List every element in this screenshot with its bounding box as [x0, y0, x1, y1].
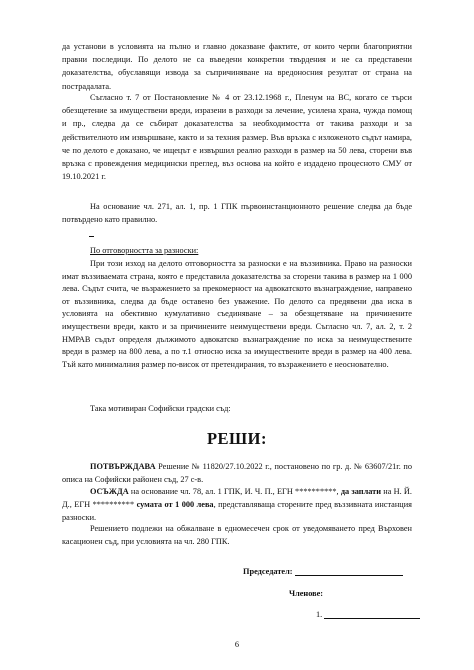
paragraph-confirmation-basis	[62, 200, 412, 226]
paragraph-damages	[62, 91, 412, 183]
signature-chair: Председател:	[243, 567, 403, 576]
paragraph-text: Съгласно т. 7 от Постановление № 4 от 23.12.1968 г., Пленум на ВС, когато се търси обезщетение за имуществени вреди, изразени в разходи за лечение, усилена храна, чужда помощ и пр., следва да се събират доказателства за необходимостта от такива разходи и за действителното им извършване, както и за техния размер. Във връзка с изложеното съдът намира, че по делото е доказано, че ищецът е извършил реално разходи в размер на 50 лева, сторени във връзка с провеждения медицински преглед, въз основа на който е издадено процесното СМУ от 19.10.2021 г.	[62, 93, 412, 182]
paragraph-text: Решението подлежи на обжалване в едномесечен срок от уведомяването пред Върховен касационен съд, при условията на чл. 280 ГПК.	[62, 524, 412, 547]
paragraph-text: При този изход на делото отговорността за разноски е на въззивника. Право на разноски имат въззиваемата страна, която е представила доказателства за сторени такива в размер на 1 000 лева. Съдът счита, че възражението за прекомерност на адвокатското възнаграждение, направено от въззивника, следва да бъде оставено без уважение. По делото са предявени два иска в условията на обективно кумулативно съединяване – за обезщетяване на причинените имуществени вреди, както и за причинените неимуществени вреди. Съгласно чл. 7, ал. 2, т. 2 НМРАВ съдът определя дължимото адвокатско възнаграждение по иска за неимуществените вреди в размер на 800 лева, а по т.1 относно иска за имуществените вреди в размер на 400 лева. Тъй като минималния размер по-висок от претендирания, то възражението е неоснователно.	[62, 259, 412, 369]
paragraph-text: На основание чл. 271, ал. 1, пр. 1 ГПК първоинстанционното решение следва да бъде потвърдено като правилно.	[62, 202, 412, 225]
paragraph-text: Така мотивиран Софийски градски съд:	[90, 404, 231, 413]
paragraph-costs	[62, 258, 412, 371]
paragraph-burden-of-proof	[62, 40, 412, 93]
decision-heading: РЕШИ:	[206, 429, 268, 448]
paragraph-appeal	[62, 522, 412, 548]
paragraph-confirms: ПОТВЪРЖДАВА Решение № 11820/27.10.2022 г., постановено по гр. д. № 63607/21г. по описа на Софийски районен съд, 27 с-в.	[62, 462, 412, 485]
paragraph-motivation	[62, 402, 412, 415]
signature-member-1: 1.	[316, 610, 420, 619]
signature-line	[324, 610, 420, 619]
paragraph-text: да установи в условията на пълно и главно доказване фактите, от които черпи благоприятни правни последици. По делото не са въведени конкретни твърдения и не са представени доказателства, обуславящи извода за съпричиняване на вредоносния резултат от страна на пострадалата.	[62, 42, 412, 91]
paragraph-orders: ОСЪЖДА на основание чл. 78, ал. 1 ГПК, И. Ч. П., ЕГН **********, да заплати на Н. Й. Д., ЕГН ********** сумата от 1 000 лева, представляваща сторените пред въззивната инстанция разноски.	[62, 487, 412, 523]
signature-line	[295, 567, 403, 576]
signature-members: Членове:	[289, 589, 324, 598]
section-heading-costs: По отговорността за разноски:	[90, 246, 199, 255]
separator-mark	[89, 236, 94, 237]
page-number: 6	[234, 640, 240, 649]
